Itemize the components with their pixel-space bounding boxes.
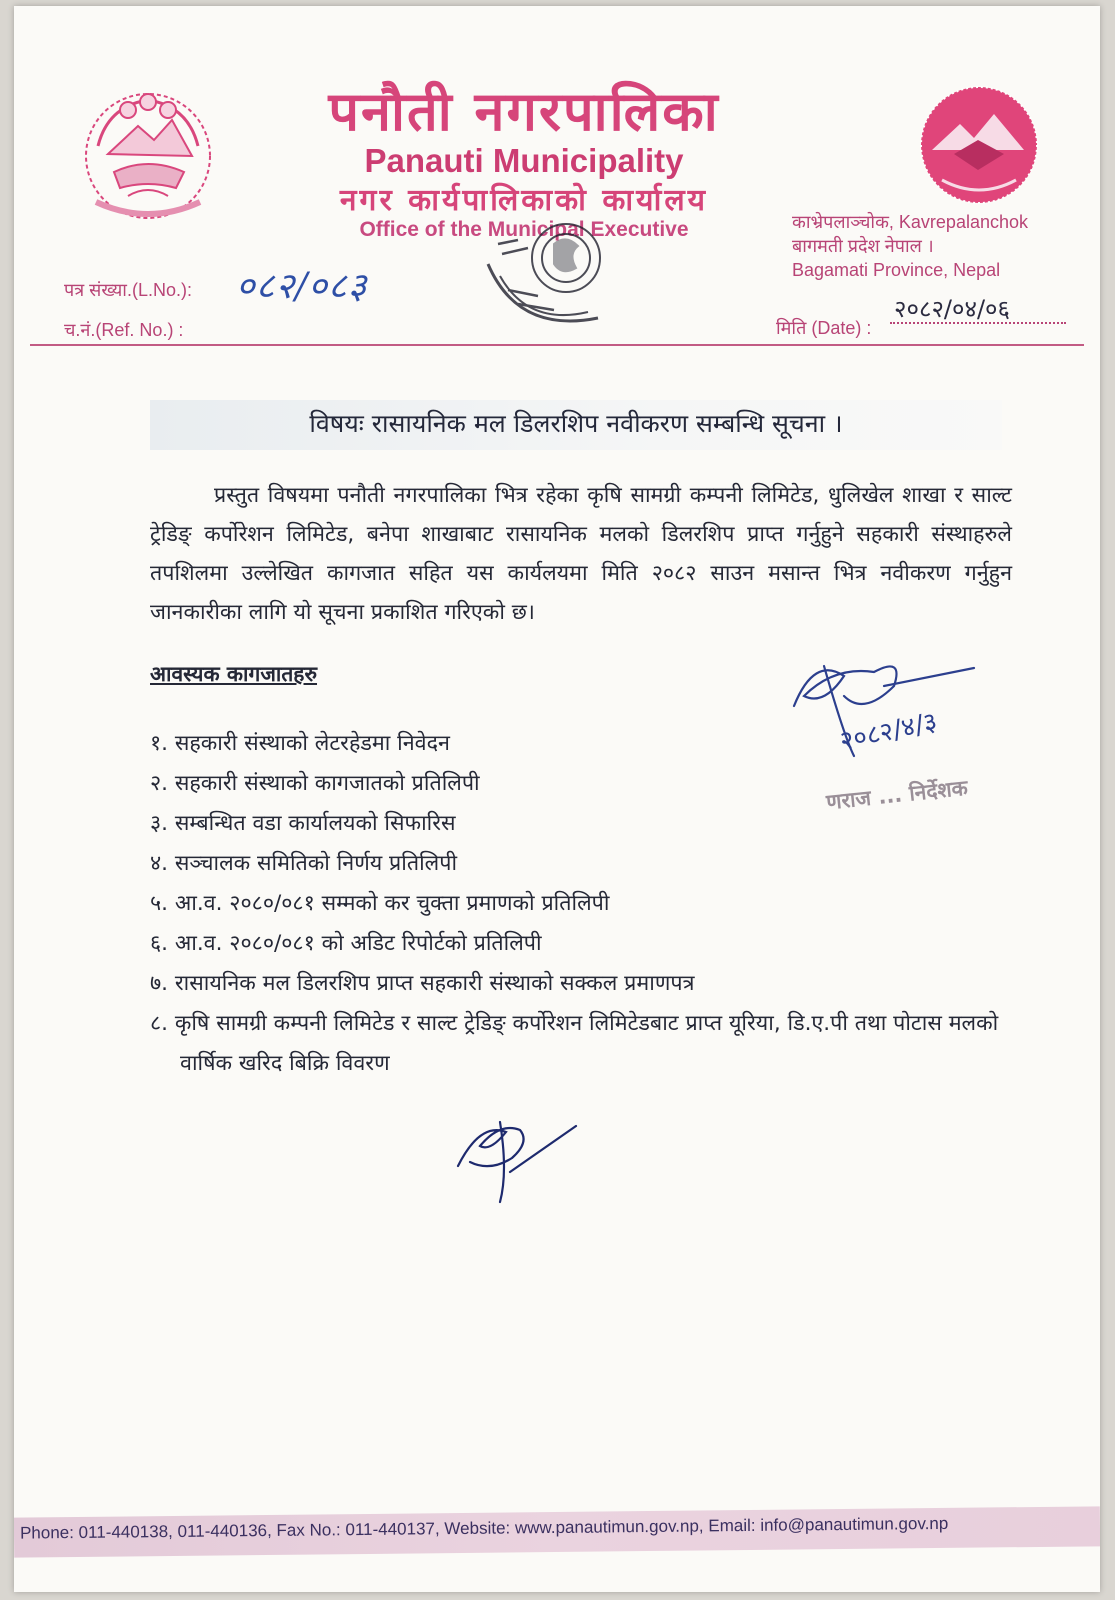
reference-number-label: च.नं.(Ref. No.) : (64, 320, 184, 340)
list-item: २. सहकारी संस्थाको कागजातको प्रतिलिपी (150, 771, 480, 796)
header-divider (30, 344, 1084, 346)
list-item: १. सहकारी संस्थाको लेटरहेडमा निवेदन (150, 731, 450, 756)
address-province-np: बागमती प्रदेश नेपाल । (792, 236, 934, 256)
office-stamp-icon (458, 214, 638, 354)
second-signature (450, 1102, 590, 1212)
list-item: ४. सञ्चालक समितिको निर्णय प्रतिलिपी (150, 851, 458, 876)
date-value: २०८२/०४/०६ (894, 295, 1011, 323)
municipality-name-en: Panauti Municipality (364, 142, 684, 179)
notice-body: प्रस्तुत विषयमा पनौती नगरपालिका भित्र रहेका कृषि सामग्री कम्पनी लिमिटेड, धुलिखेल शाखा र साल्ट ट्रेडिङ् कर्पोरेशन लिमिटेड, बनेपा शाखाबाट रासायनिक मलको डिलरशिप प्राप्त गर्नुहुने सहकारी संस्थाहरुले तपशिलमा उल्लेखित कागजात सहित यस कार्यलयमा मिति २०८२ साउन मसान्त भित्र नवीकरण गर्नुहुन जानकारीका लागि यो सूचना प्रकाशित गरिएको छ। (150, 483, 1012, 625)
list-item: ३. सम्बन्धित वडा कार्यालयको सिफारिस (150, 811, 456, 836)
officer-signature (784, 646, 994, 786)
date-dotted-line (890, 322, 1066, 324)
office-name-np: नगर कार्यपालिकाको कार्यालय (339, 183, 709, 218)
letter-sheet (14, 6, 1100, 1592)
office-address (792, 210, 1092, 282)
municipality-logo-icon (914, 80, 1044, 210)
list-item: ७. रासायनिक मल डिलरशिप प्राप्त सहकारी संस्थाको सक्कल प्रमाणपत्र (150, 971, 695, 996)
nepal-emblem-icon (68, 76, 228, 236)
letter-number-label: पत्र संख्या.(L.No.): (64, 280, 192, 300)
seal-text: णराज ... निर्देशक (825, 775, 969, 815)
date-label: मिति (Date) : (776, 318, 872, 338)
office-name-en: Office of the Municipal Executive (359, 218, 689, 241)
letter-number-value: ०८२/०८३ (236, 266, 368, 307)
notice-subject: विषयः रासायनिक मल डिलरशिप नवीकरण सम्बन्धि सूचना । (309, 409, 843, 438)
address-district: काभ्रेपलाञ्चोक, Kavrepalanchok (792, 212, 1028, 232)
list-item: ६. आ.व. २०८०/०८१ को अडिट रिपोर्टको प्रतिलिपी (150, 931, 542, 956)
requirements-heading: आवस्यक कागजातहरु (150, 662, 318, 686)
list-item: ८. कृषि सामग्री कम्पनी लिमिटेड र साल्ट ट्रेडिङ् कर्पोरेशन लिमिटेडबाट प्राप्त यूरिया, डि.ए.पी तथा पोटास मलको वार्षिक खरिद बिक्रि विवरण (150, 1011, 999, 1076)
footer-contact: Phone: 011-440138, 011-440136, Fax No.: 011-440137, Website: www.panautimun.gov.np, Email: info@panautimun.gov.np (19, 1513, 949, 1543)
list-item: ५. आ.व. २०८०/०८१ सम्मको कर चुक्ता प्रमाणको प्रतिलिपी (150, 891, 610, 916)
municipality-name-np: पनौती नगरपालिका (328, 80, 720, 143)
address-province-en: Bagamati Province, Nepal (792, 260, 1001, 280)
signature-date: २०८२/४/३ (837, 706, 940, 757)
